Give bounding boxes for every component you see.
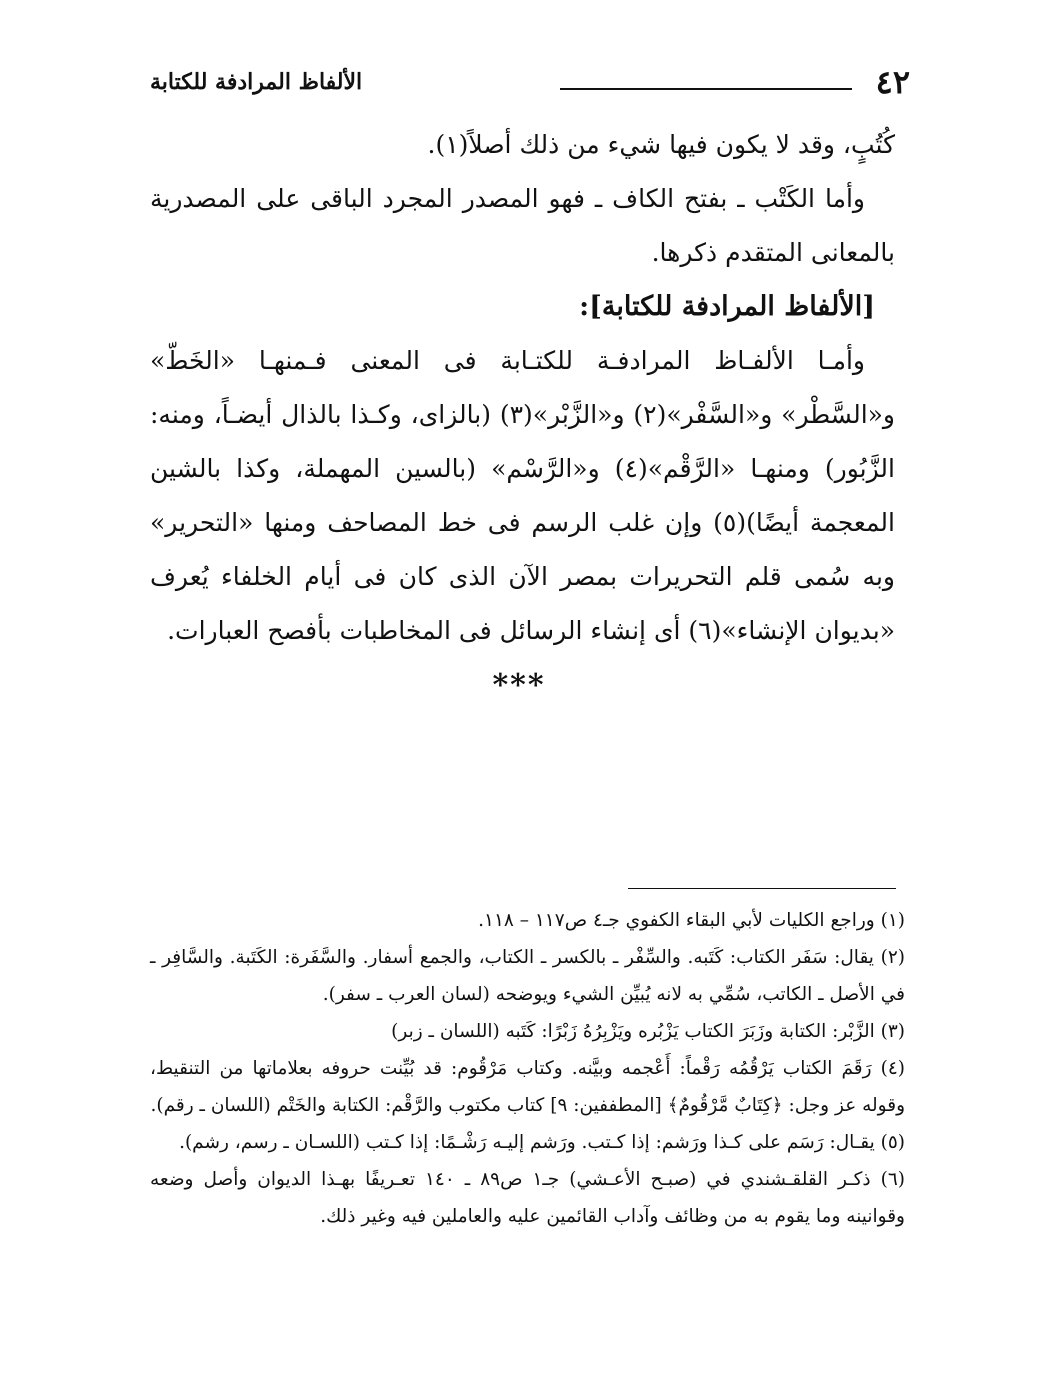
section-heading: [الألفاظ المرادفة للكتابة]: (579, 291, 875, 322)
footnote-2: (٢) يقال: سَفَر الكتاب: كَتَبه. والسِّفْر ـ بالكسر ـ الكتاب، والجمع أسفار. والسَّفَرة: الكَتَبة. والسَّافِر ـ في الأصل ـ الكاتب، سُمِّي به لانه يُبيِّن الشيء ويوضحه (لسان العرب ـ سفر). (150, 947, 905, 1005)
header-rule (560, 88, 852, 90)
footnotes (150, 902, 905, 1235)
paragraph-3: وأمـا الألفـاظ المرادفـة للكتـابة فى المعنى فـمنهـا «الخَطّ» و«السَّطْر» و«السَّفْر»(٢) و«الزَّبْر»(٣) (بالزاى، وكـذا بالذال أيضـاً، ومنه: الزَّبُور) ومنهـا «الرَّقْم»(٤) و«الرَّسْم» (بالسين المهملة، وكذا بالشين المعجمة أيضًا)(٥) وإن غلب الرسم فى خط المصاحف ومنها «التحرير» وبه سُمى قلم التحريرات بمصر الآن الذى كان فى أيام الخلفاء يُعرف «بديوان الإنشاء»(٦) أى إنشاء الرسائل فى المخاطبات بأفصح العبارات. (150, 346, 896, 645)
page-number: ٤٢ (875, 63, 910, 101)
footnote-1: (١) وراجع الكليات لأبي البقاء الكفوي جـ٤ ص١١٧ – ١١٨. (478, 910, 905, 931)
running-title: الألفاظ المرادفة للكتابة (150, 69, 363, 95)
paragraph-1: كُتُبٍ، وقد لا يكون فيها شيء من ذلك أصلاً(١). (427, 130, 895, 159)
paragraph-2: وأما الكَتْب ـ بفتح الكاف ـ فهو المصدر المجرد الباقى على المصدرية بالمعانى المتقدم ذكرها. (150, 184, 895, 267)
footnote-5: (٥) يقـال: رَسَم على كـذا ورَشم: إذا كـتب. ورَشم إليـه رَشْـمًا: إذا كـتب (اللسـان ـ رسم، رشم). (179, 1132, 905, 1153)
footnote-rule (628, 888, 896, 889)
footnote-4: (٤) رَقَمَ الكتاب يَرْقُمُه رَقْماً: أَعْجمه وبيَّنه. وكتاب مَرْقُوم: قد بُيِّنت حروفه بعلاماتها من التنقيط، وقوله عز وجل: ﴿كِتَابٌ مَّرْقُومٌ﴾ [المطففين: ٩] كتاب مكتوب والرَّقْم: الكتابة والخَتْم (اللسان ـ رقم). (150, 1058, 905, 1116)
section-separator: *** (492, 668, 546, 703)
page-header (150, 62, 910, 102)
footnote-6: (٦) ذكـر القلقـشندي في (صبـح الأعـشي) جـ١ ص٨٩ ـ ١٤٠ تعـريفًا بهـذا الديوان وأصل وضعه وقوانينه وما يقوم به من وظائف وآداب القائمين عليه والعاملين فيه وغير ذلك. (150, 1169, 905, 1227)
main-text (150, 118, 895, 658)
footnote-3: (٣) الزَّبْر: الكتابة وزَبَرَ الكتاب يَزْبُره ويَزْبِرُهُ زَبْرًا: كَتَبه (اللسان ـ زبر) (391, 1021, 905, 1042)
